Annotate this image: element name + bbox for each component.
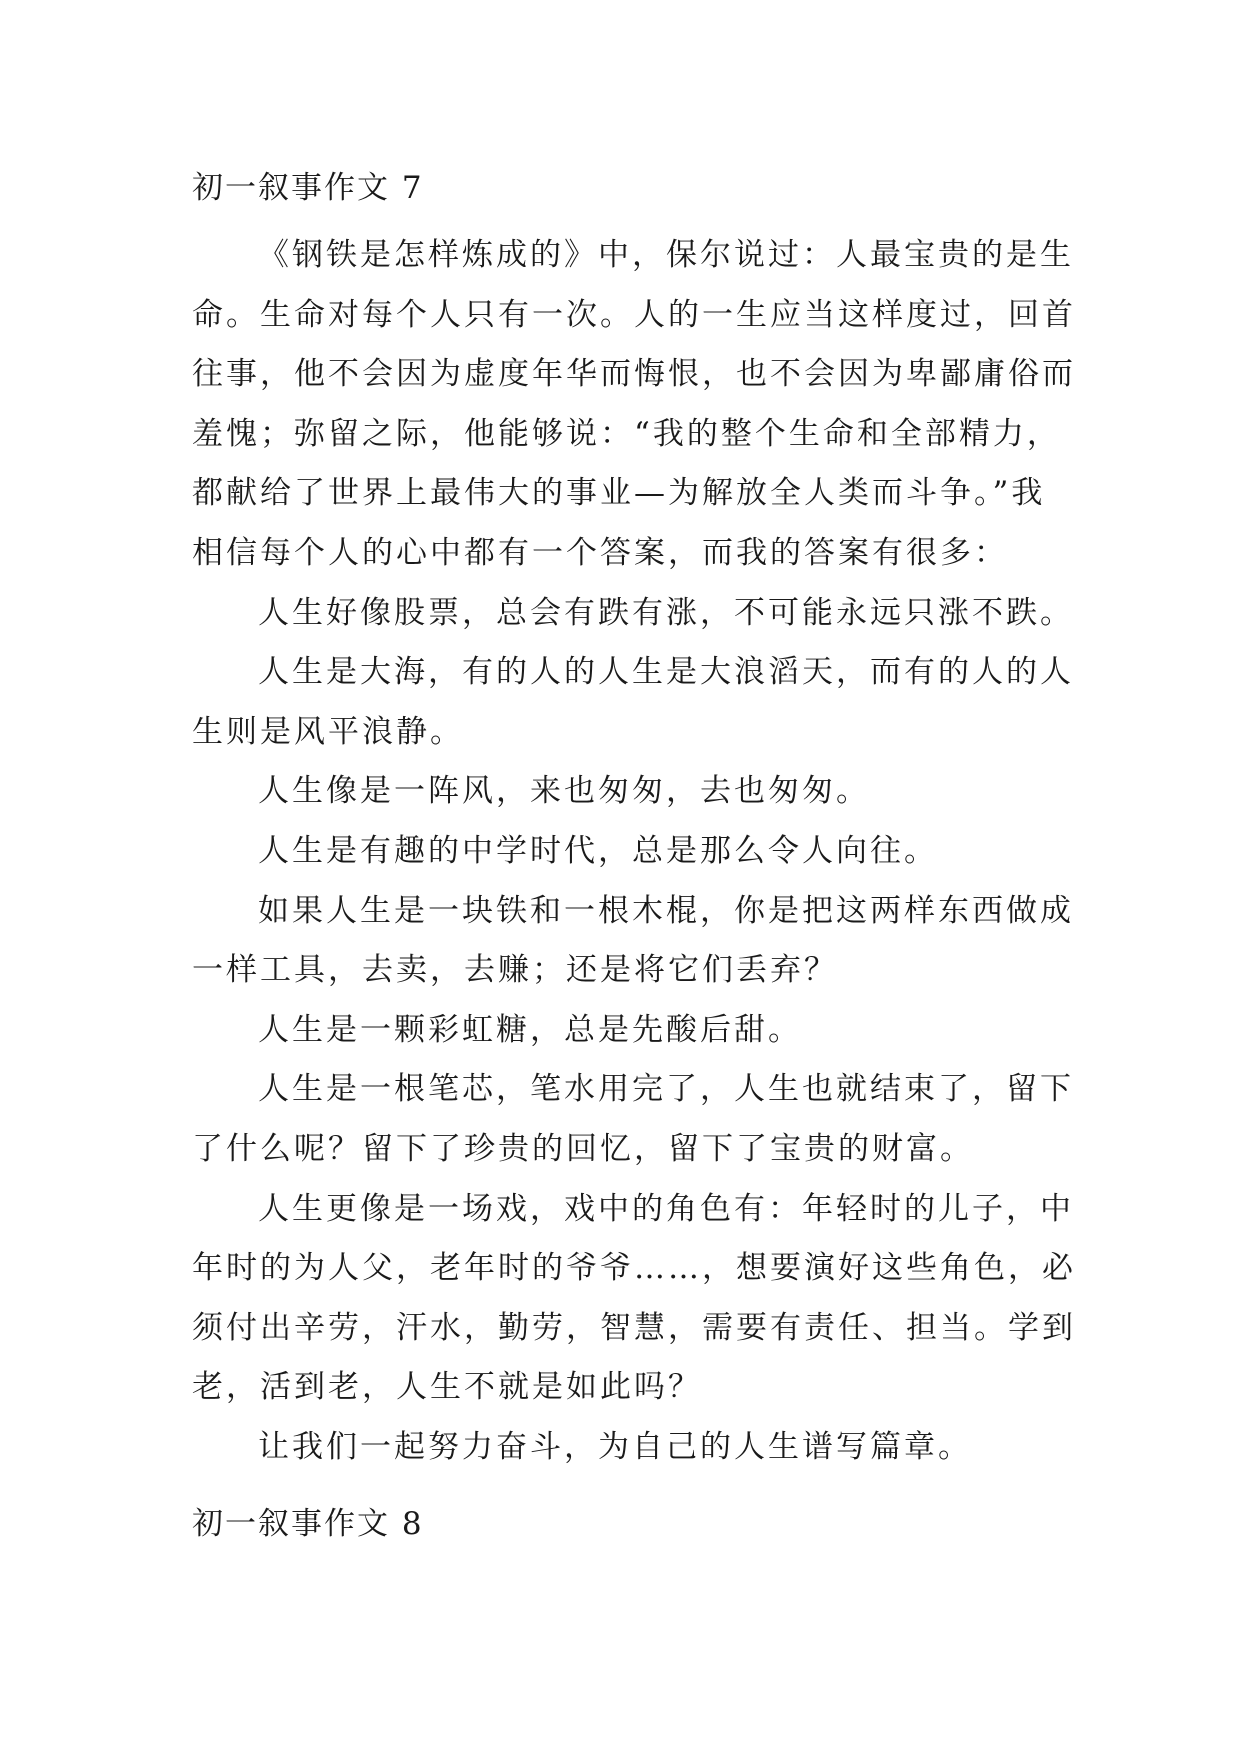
text-line: 年时的为人父，老年时的爷爷……，想要演好这些角色，必 xyxy=(192,1250,1076,1287)
text-line: 人生更像是一场戏，戏中的角色有：年轻时的儿子，中 xyxy=(258,1190,1074,1227)
paragraph xyxy=(192,643,1074,762)
paragraph xyxy=(192,1180,1076,1418)
text-line: 须付出辛劳，汗水，勤劳，智慧，需要有责任、担当。学到 xyxy=(192,1309,1076,1346)
section-title-8: 初一叙事作文 8 xyxy=(192,1506,424,1542)
text-line: 命。生命对每个人只有一次。人的一生应当这样度过，回首 xyxy=(192,296,1076,333)
text-line: 《钢铁是怎样炼成的》中，保尔说过：人最宝贵的是生 xyxy=(258,237,1074,273)
text-line: 一样工具，去卖，去赚；还是将它们丢弃？ xyxy=(192,952,838,989)
paragraph xyxy=(192,226,1076,584)
essay-body xyxy=(192,226,1076,1477)
text-line: 老，活到老，人生不就是如此吗？ xyxy=(192,1369,702,1406)
text-line: 了什么呢？留下了珍贵的回忆，留下了宝贵的财富。 xyxy=(192,1130,974,1167)
text-line: 生则是风平浪静。 xyxy=(192,713,464,750)
paragraph xyxy=(192,1060,1074,1179)
text-line: 人生是大海，有的人的人生是大浪滔天，而有的人的人 xyxy=(258,654,1074,691)
text-line: 人生是有趣的中学时代，总是那么令人向往。 xyxy=(258,832,938,869)
paragraph xyxy=(192,882,1074,1001)
section-title-7: 初一叙事作文 7 xyxy=(192,170,424,206)
text-line: 羞愧；弥留之际，他能够说：“我的整个生命和全部精力， xyxy=(192,415,1061,452)
text-line: 往事，他不会因为虚度年华而悔恨，也不会因为卑鄙庸俗而 xyxy=(192,356,1076,393)
text-line: 人生是一颗彩虹糖，总是先酸后甜。 xyxy=(258,1011,802,1048)
text-line: 如果人生是一块铁和一根木棍，你是把这两样东西做成 xyxy=(258,892,1074,929)
text-line: 人生是一根笔芯，笔水用完了，人生也就结束了，留下 xyxy=(258,1071,1074,1108)
paragraph xyxy=(192,822,1052,882)
paragraph xyxy=(192,762,1052,822)
paragraph xyxy=(192,1418,1052,1478)
text-line: 都献给了世界上最伟大的事业—为解放全人类而斗争。”我 xyxy=(192,475,1046,512)
text-line: 相信每个人的心中都有一个答案，而我的答案有很多： xyxy=(192,534,1008,571)
paragraph xyxy=(192,584,1074,644)
text-line: 人生像是一阵风，来也匆匆，去也匆匆。 xyxy=(258,773,870,810)
text-line: 让我们一起努力奋斗，为自己的人生谱写篇章。 xyxy=(258,1428,972,1465)
text-line: 人生好像股票，总会有跌有涨，不可能永远只涨不跌。 xyxy=(258,594,1074,631)
paragraph xyxy=(192,1001,1052,1061)
